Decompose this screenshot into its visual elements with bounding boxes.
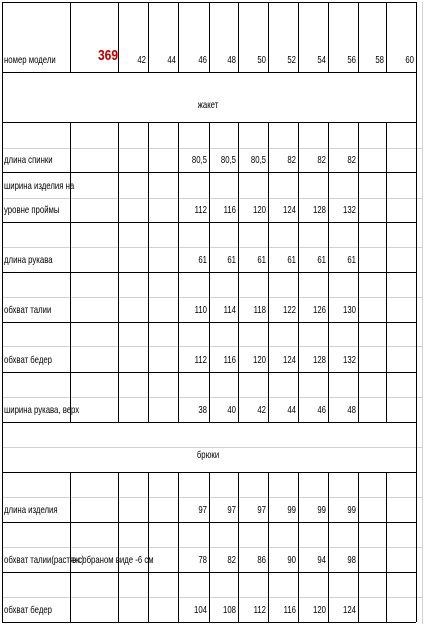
gridline-horizontal [2, 247, 422, 248]
cell-value: 61 [227, 254, 236, 266]
cell-value: 86 [257, 554, 266, 566]
cell-value: 40 [227, 404, 236, 416]
cell-value: 38 [198, 404, 207, 416]
gridline-vertical [298, 122, 299, 422]
size-header: 50 [257, 54, 266, 66]
gridline-vertical [70, 122, 71, 422]
gridline-vertical [386, 122, 387, 422]
cell-value: 120 [253, 354, 266, 366]
cell-value: 116 [223, 354, 236, 366]
gridline-vertical [268, 122, 269, 422]
cell-value: 116 [223, 204, 236, 216]
row-label: обхват бедер [4, 354, 53, 366]
gridline-horizontal [2, 397, 422, 398]
section-title: жакет [197, 99, 219, 111]
gridline-horizontal [2, 72, 416, 73]
cell-value: 112 [253, 604, 266, 616]
cell-value: 82 [347, 154, 356, 166]
gridline-vertical [148, 472, 149, 622]
gridline-vertical [358, 122, 359, 422]
cell-value: 80,5 [250, 154, 266, 166]
cell-value: 80,5 [220, 154, 236, 166]
gridline-vertical [238, 122, 239, 422]
gridline-horizontal [2, 497, 422, 498]
gridline-horizontal [2, 597, 422, 598]
cell-value: 104 [194, 604, 207, 616]
gridline-vertical [178, 472, 179, 622]
gridline-vertical [328, 472, 329, 622]
cell-value: 116 [283, 604, 296, 616]
row-label: длина рукава [4, 254, 53, 266]
gridline-vertical [178, 122, 179, 422]
row-label: обхват бедер [4, 604, 53, 616]
cell-value: 82 [287, 154, 296, 166]
cell-value: 118 [253, 304, 266, 316]
gridline-vertical [238, 472, 239, 622]
gridline-horizontal [2, 447, 422, 448]
cell-value: 42 [257, 404, 266, 416]
model-number: 369 [98, 48, 119, 64]
size-header: 58 [375, 54, 384, 66]
cell-value: 132 [343, 204, 356, 216]
gridline-horizontal [2, 148, 422, 149]
cell-value: 61 [257, 254, 266, 266]
cell-value: 90 [287, 554, 296, 566]
cell-value: 112 [194, 204, 207, 216]
cell-value: 108 [223, 604, 236, 616]
row-label: длина изделия [4, 504, 58, 516]
size-header: 60 [405, 54, 414, 66]
cell-value: 94 [317, 554, 326, 566]
cell-value: 98 [347, 554, 356, 566]
gridline-horizontal [2, 297, 422, 298]
row-label: обхват талии [4, 304, 52, 316]
size-header: 42 [137, 54, 146, 66]
gridline-horizontal [2, 422, 416, 423]
size-header: 48 [227, 54, 236, 66]
cell-value: 61 [198, 254, 207, 266]
cell-value: 99 [317, 504, 326, 516]
cell-value: 130 [343, 304, 356, 316]
cell-value: 99 [287, 504, 296, 516]
cell-value: 124 [343, 604, 356, 616]
row-label: обхват талии(растяж.) [4, 554, 85, 566]
gridline-vertical [70, 472, 71, 622]
row-label: уровне проймы [4, 204, 60, 216]
cell-value: 126 [313, 304, 326, 316]
cell-value: 110 [194, 304, 207, 316]
cell-value: 120 [313, 604, 326, 616]
size-header: 44 [167, 54, 176, 66]
cell-value: 120 [253, 204, 266, 216]
cell-value: 97 [198, 504, 207, 516]
gridline-vertical [209, 122, 210, 422]
row-label: длина спинки [4, 154, 53, 166]
gridline-vertical [358, 472, 359, 622]
gridline-vertical [148, 122, 149, 422]
gridline-vertical [118, 122, 119, 422]
gridline-vertical [386, 472, 387, 622]
gridline-vertical [268, 472, 269, 622]
cell-value: 80,5 [191, 154, 207, 166]
model-label: номер модели [4, 54, 56, 66]
row-label: ширина изделия на [4, 180, 75, 192]
section-title: брюки [196, 449, 220, 461]
row-note: в собраном виде -6 см [72, 554, 154, 566]
cell-value: 99 [347, 504, 356, 516]
cell-value: 128 [313, 354, 326, 366]
cell-value: 61 [347, 254, 356, 266]
cell-value: 61 [287, 254, 296, 266]
gridline-vertical [209, 472, 210, 622]
row-label: ширина рукава, верх [4, 404, 80, 416]
gridline-vertical [118, 472, 119, 622]
cell-value: 132 [343, 354, 356, 366]
cell-value: 97 [227, 504, 236, 516]
cell-value: 46 [317, 404, 326, 416]
gridline-vertical [70, 2, 71, 72]
gridline-vertical [416, 2, 417, 622]
cell-value: 82 [227, 554, 236, 566]
gridline-horizontal [2, 622, 416, 623]
cell-value: 97 [257, 504, 266, 516]
cell-value: 48 [347, 404, 356, 416]
size-header: 56 [347, 54, 356, 66]
cell-value: 82 [317, 154, 326, 166]
gridline-vertical [2, 2, 3, 622]
gridline-horizontal [2, 547, 422, 548]
cell-value: 122 [283, 304, 296, 316]
gridline-vertical [328, 122, 329, 422]
size-header: 54 [317, 54, 326, 66]
gridline-horizontal [2, 346, 422, 347]
cell-value: 128 [313, 204, 326, 216]
cell-value: 124 [283, 354, 296, 366]
cell-value: 112 [194, 354, 207, 366]
cell-value: 114 [223, 304, 236, 316]
gridline-vertical [298, 472, 299, 622]
cell-value: 78 [198, 554, 207, 566]
cell-value: 44 [287, 404, 296, 416]
size-header: 46 [198, 54, 207, 66]
gridline-horizontal [2, 198, 422, 199]
cell-value: 61 [317, 254, 326, 266]
size-header: 52 [287, 54, 296, 66]
gridline-vertical [422, 2, 423, 624]
cell-value: 124 [283, 204, 296, 216]
